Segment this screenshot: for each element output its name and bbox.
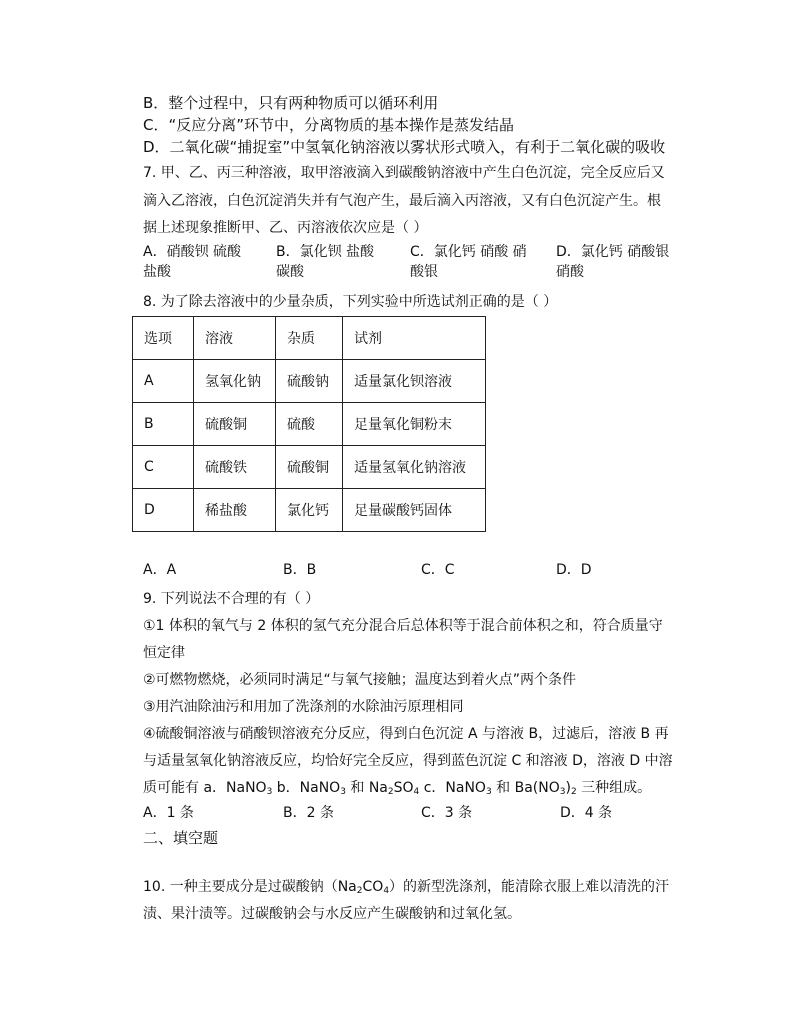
- subscript: 3: [485, 787, 492, 797]
- subscript: 4: [383, 886, 390, 896]
- text-run: 三种组成。: [576, 780, 652, 796]
- table-cell: 适量氢氧化钠溶液: [343, 446, 486, 489]
- q7-stem-line1: 7. 甲、乙、丙三种溶液，取甲溶液滴入到碳酸钠溶液中产生白色沉淀，完全反应后又: [143, 165, 665, 181]
- section-heading: 二、填空题: [143, 829, 219, 847]
- table-row: [133, 360, 486, 403]
- q9-statement-2: ②可燃物燃烧，必须同时满足“与氧气接触；温度达到着火点”两个条件: [143, 672, 577, 688]
- table-header-cell: 溶液: [194, 317, 276, 360]
- q9-option-d: D．4 条: [560, 805, 613, 821]
- q6-option-c: C．“反应分离”环节中，分离物质的基本操作是蒸发结晶: [143, 116, 515, 134]
- table-header-cell: 试剂: [343, 317, 486, 360]
- q7-option-d-line1: D．氯化钙 硝酸银: [556, 244, 670, 260]
- table-cell: 适量氯化钡溶液: [343, 360, 486, 403]
- table-cell: 足量氧化铜粉末: [343, 403, 486, 446]
- q9-stem: 9. 下列说法不合理的有（ ）: [143, 591, 320, 607]
- q7-option-b-line2: 碳酸: [276, 264, 304, 280]
- table-cell: 硫酸铁: [194, 446, 276, 489]
- subscript: 2: [570, 787, 577, 797]
- q8-table: [132, 316, 486, 532]
- q7-option-a-line2: 盐酸: [143, 264, 171, 280]
- q10-stem-line2: 渍、果汁渍等。过碳酸钠会与水反应产生碳酸钠和过氧化氢。: [143, 906, 521, 922]
- table-cell: 足量碳酸钙固体: [343, 489, 486, 532]
- q9-statement-4-line3: [143, 779, 651, 797]
- table-row: [133, 403, 486, 446]
- text-run: ): [565, 780, 571, 796]
- text-run: CO: [362, 879, 384, 895]
- q9-statement-1-line1: ①1 体积的氧气与 2 体积的氢气充分混合后总体积等于混合前体积之和，符合质量守: [143, 618, 663, 634]
- subscript: 3: [266, 787, 273, 797]
- table-header-cell: 杂质: [276, 317, 343, 360]
- table-cell: 硫酸铜: [194, 403, 276, 446]
- table-cell: A: [133, 360, 194, 403]
- subscript: 3: [559, 787, 566, 797]
- table-cell: D: [133, 489, 194, 532]
- subscript: 4: [413, 787, 420, 797]
- table-cell: C: [133, 446, 194, 489]
- q7-stem-line3: 据上述现象推断甲、乙、丙溶液依次应是（ ）: [143, 220, 428, 236]
- table-row: [133, 446, 486, 489]
- q9-option-a: A．1 条: [143, 805, 194, 821]
- table-header-row: [133, 317, 486, 360]
- table-cell: 硫酸铜: [276, 446, 343, 489]
- q8-option-c: C．C: [421, 562, 455, 578]
- table-cell: 氢氧化钠: [194, 360, 276, 403]
- table-cell: 氯化钙: [276, 489, 343, 532]
- q7-option-a-line1: A．硝酸钡 硫酸: [143, 244, 242, 260]
- q10-stem-line1: [143, 878, 669, 896]
- q8-stem: 8. 为了除去溶液中的少量杂质，下列实验中所选试剂正确的是（ ）: [143, 294, 558, 310]
- text-run: ）的新型洗涤剂，能清除衣服上难以清洗的汗: [389, 879, 670, 895]
- q9-option-b: B．2 条: [283, 805, 334, 821]
- q8-option-a: A．A: [143, 562, 177, 578]
- q6-option-d: D．二氧化碳“捕捉室”中氢氧化钠溶液以雾状形式喷入，有利于二氧化碳的吸收: [143, 138, 666, 156]
- q8-option-b: B．B: [283, 562, 317, 578]
- q7-option-b-line1: B．氯化钡 盐酸: [276, 244, 375, 260]
- text-run: b．NaNO: [272, 780, 341, 796]
- text-run: c．NaNO: [419, 780, 486, 796]
- q8-option-d: D．D: [556, 562, 592, 578]
- subscript: 2: [387, 787, 394, 797]
- text-run: 和 Na: [345, 780, 388, 796]
- q9-option-c: C．3 条: [421, 805, 473, 821]
- table-header-cell: 选项: [133, 317, 194, 360]
- q9-statement-4-line2: 与适量氢氧化钠溶液反应，均恰好完全反应，得到蓝色沉淀 C 和溶液 D，溶液 D 中溶: [143, 753, 673, 769]
- q9-statement-3: ③用汽油除油污和用加了洗涤剂的水除油污原理相同: [143, 699, 464, 715]
- text-run: SO: [393, 780, 414, 796]
- q7-option-c-line1: C．氯化钙 硝酸 硝: [410, 244, 527, 260]
- table-row: [133, 489, 486, 532]
- text-run: 质可能有 a．NaNO: [143, 780, 267, 796]
- table-cell: 硫酸: [276, 403, 343, 446]
- subscript: 3: [340, 787, 346, 797]
- q9-statement-4-line1: ④硫酸铜溶液与硝酸钡溶液充分反应，得到白色沉淀 A 与溶液 B，过滤后，溶液 B 再: [143, 726, 669, 742]
- q6-option-b: B．整个过程中，只有两种物质可以循环利用: [143, 94, 439, 112]
- subscript: 2: [356, 886, 363, 896]
- table-cell: 稀盐酸: [194, 489, 276, 532]
- text-run: 10. 一种主要成分是过碳酸钠（Na: [143, 879, 357, 895]
- table-cell: B: [133, 403, 194, 446]
- table-cell: 硫酸钠: [276, 360, 343, 403]
- q7-stem-line2: 滴入乙溶液，白色沉淀消失并有气泡产生，最后滴入丙溶液，又有白色沉淀产生。根: [143, 193, 661, 209]
- q7-option-c-line2: 酸银: [410, 264, 438, 280]
- text-run: 和 Ba(NO: [491, 780, 560, 796]
- q7-option-d-line2: 硝酸: [556, 264, 584, 280]
- q9-statement-1-line2: 恒定律: [143, 645, 185, 661]
